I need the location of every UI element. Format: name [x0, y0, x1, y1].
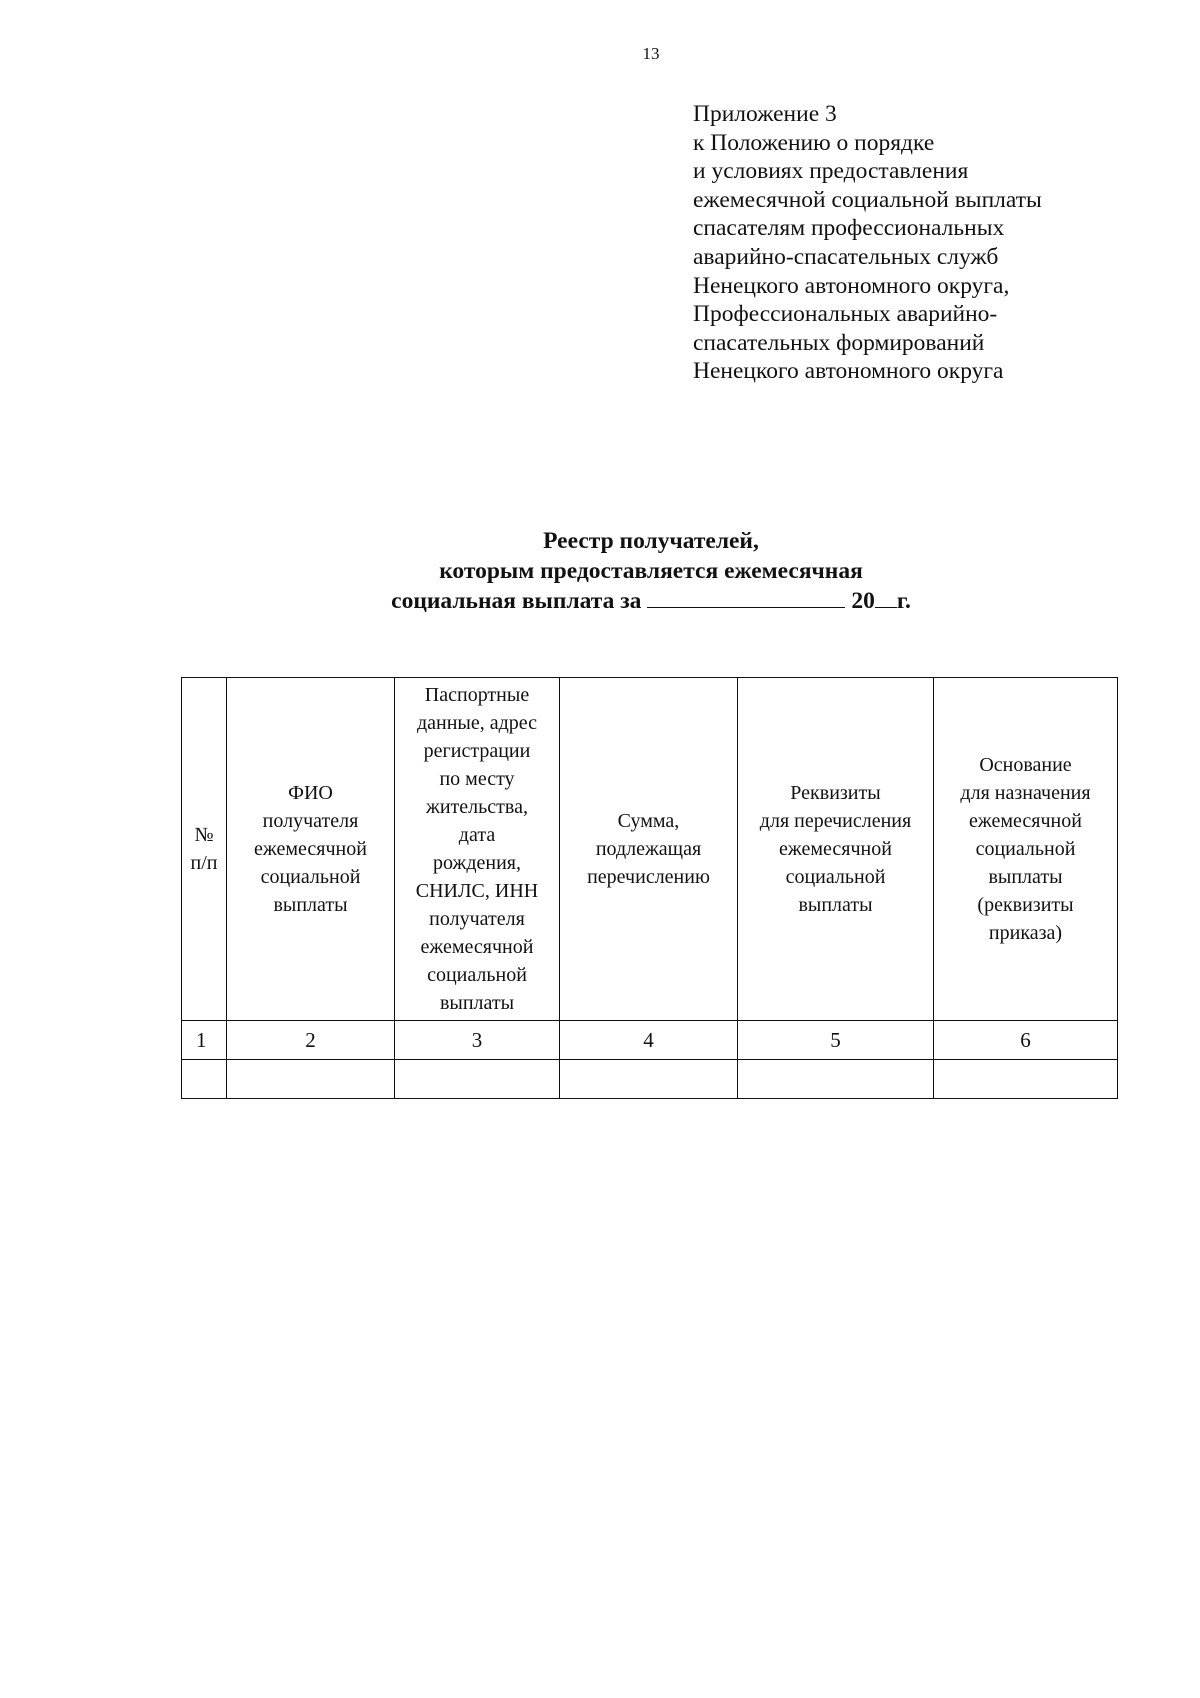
header-text-line: жительства,: [426, 796, 528, 818]
column-number: 1: [182, 1021, 227, 1060]
title-period-label: социальная выплата за: [391, 588, 642, 614]
column-number: 2: [227, 1021, 395, 1060]
table-header-row: [182, 678, 1118, 1021]
column-number: 6: [934, 1021, 1118, 1060]
appendix-line: аварийно-спасательных служб: [693, 243, 999, 270]
header-text-line: Реквизиты: [790, 782, 881, 804]
table-cell: [227, 1060, 395, 1099]
header-text-line: (реквизиты: [977, 894, 1074, 916]
header-text-line: СНИЛС, ИНН: [415, 880, 539, 902]
document-title: [0, 526, 1200, 616]
title-line-1: Реестр получателей,: [543, 528, 759, 554]
title-year-suffix: г.: [896, 588, 911, 614]
year-blank-field: [875, 587, 897, 608]
header-text-line: Паспортные: [424, 684, 530, 706]
header-text-line: социальной: [975, 838, 1076, 860]
header-text-line: Основание: [979, 754, 1072, 776]
header-text-line: данные, адрес: [416, 712, 538, 734]
header-text-line: перечислению: [587, 866, 710, 888]
header-text-line: выплаты: [273, 894, 348, 916]
table-cell: [560, 1060, 738, 1099]
table-cell: [182, 1060, 227, 1099]
appendix-line: Приложение 3: [693, 101, 837, 127]
header-text-line: п/п: [190, 852, 218, 874]
header-amount: [560, 678, 738, 1021]
header-text-line: Сумма,: [617, 810, 680, 832]
column-number: 3: [395, 1021, 560, 1060]
header-text-line: социальной: [785, 866, 886, 888]
header-text-line: рождения,: [433, 852, 521, 874]
column-number: 5: [738, 1021, 934, 1060]
header-text-line: ежемесячной: [420, 936, 534, 958]
appendix-heading: [693, 100, 1133, 386]
header-text-line: для перечисления: [759, 810, 912, 832]
header-text-line: по месту: [439, 768, 515, 790]
table-cell: [738, 1060, 934, 1099]
table-row: [182, 1060, 1118, 1099]
table-cell: [395, 1060, 560, 1099]
month-blank-field: [647, 587, 845, 608]
header-text-line: для назначения: [960, 782, 1091, 804]
header-text-line: №: [194, 824, 214, 846]
header-text-line: регистрации: [423, 740, 531, 762]
header-number: [182, 678, 227, 1021]
header-text-line: подлежащая: [595, 838, 702, 860]
appendix-line: спасателям профессиональных: [693, 215, 1005, 242]
page-number: 13: [642, 44, 660, 63]
header-text-line: ежемесячной: [254, 838, 367, 860]
title-year-prefix: 20: [851, 588, 875, 614]
header-passport: [395, 678, 560, 1021]
header-text-line: ежемесячной: [779, 838, 892, 860]
header-text-line: ФИО: [288, 782, 333, 804]
header-text-line: выплаты: [988, 866, 1063, 888]
header-text-line: приказа): [988, 922, 1063, 944]
header-text-line: дата: [458, 824, 496, 846]
title-line-2: которым предоставляется ежемесячная: [439, 558, 863, 584]
appendix-line: и условиях предоставления: [693, 158, 969, 185]
header-text-line: социальной: [427, 964, 527, 986]
header-text-line: выплаты: [439, 992, 515, 1014]
appendix-line: Профессиональных аварийно-: [693, 301, 998, 328]
column-number: 4: [560, 1021, 738, 1060]
header-fio: [227, 678, 395, 1021]
header-text-line: ежемесячной: [969, 810, 1082, 832]
header-text-line: получателя: [262, 810, 359, 832]
header-text-line: получателя: [429, 908, 525, 930]
title-line-3: [0, 586, 1200, 616]
appendix-line: ежемесячной социальной выплаты: [693, 186, 1042, 213]
column-number-row: [182, 1021, 1118, 1060]
table-cell: [934, 1060, 1118, 1099]
header-basis: [934, 678, 1118, 1021]
header-text-line: социальной: [260, 866, 361, 888]
header-requisites: [738, 678, 934, 1021]
appendix-line: Ненецкого автономного округа,: [693, 272, 1010, 299]
appendix-line: спасательных формирований: [693, 329, 985, 356]
appendix-line: к Положению о порядке: [693, 129, 935, 156]
appendix-line: Ненецкого автономного округа: [693, 358, 1004, 385]
header-text-line: выплаты: [798, 894, 873, 916]
registry-table: [181, 677, 1118, 1099]
